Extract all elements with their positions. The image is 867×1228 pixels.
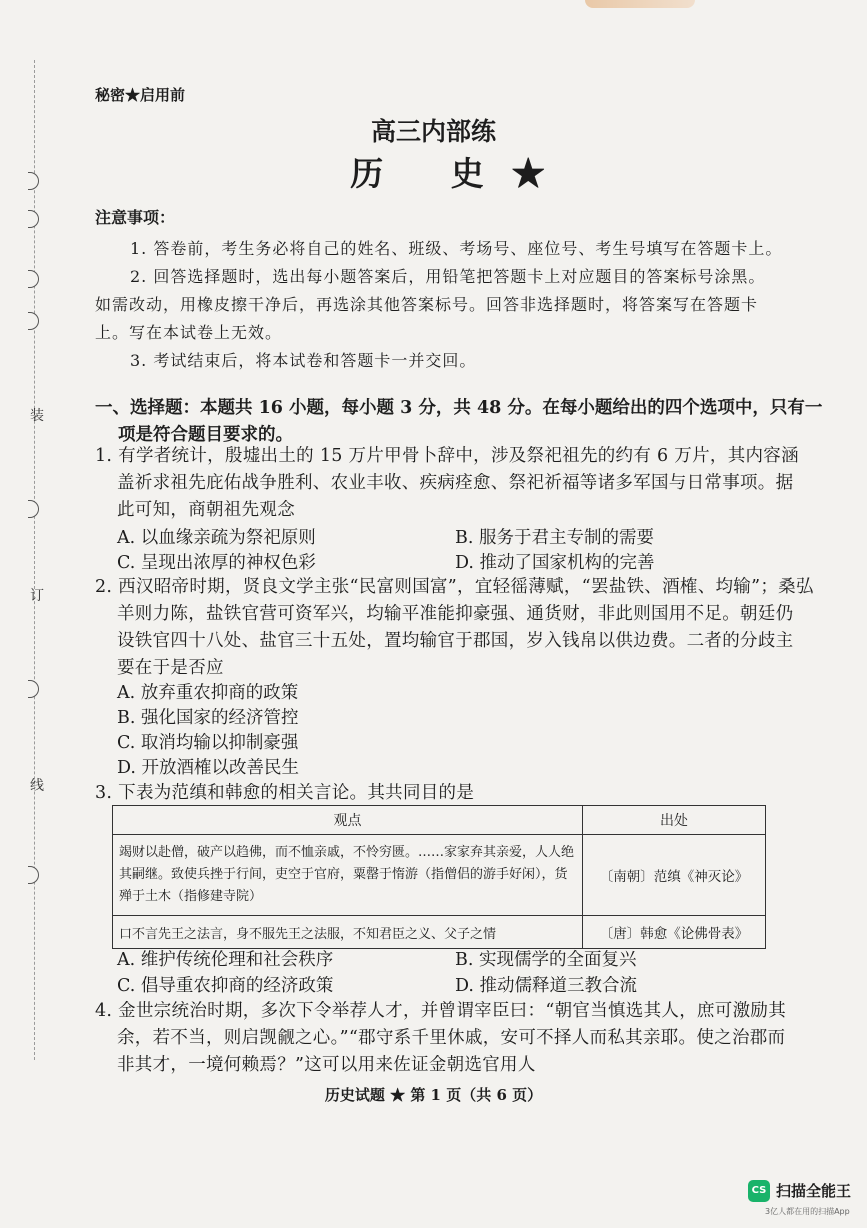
camscanner-name: 扫描全能王: [776, 1182, 852, 1200]
q2-stem-line: 设铁官四十八处、盐官三十五处，置均输官于郡国，岁入钱帛以供边费。二者的分歧主: [117, 631, 794, 651]
q1-stem-line: 盖祈求祖先庇佑战争胜利、农业丰收、疾病痊愈、祭祀祈福等诸多军国与日常事项。据: [117, 473, 794, 493]
table-cell-view: 竭财以赴僧，破产以趋佛，而不恤亲戚，不怜穷匮。……家家弃其亲爱，人人绝其嗣继。致使兵挫于行间，吏空于官府，粟罄于惰游（指僧侣的游手好闲），货殚于土木（指修建寺院）: [113, 835, 583, 916]
section-heading-cont: 项是符合题目要求的。: [118, 425, 293, 445]
scan-smudge: [585, 0, 695, 8]
q2-stem-line: 羊则力陈，盐铁官营可资军兴，均输平准能抑豪强、通货财，非此则国用不足。朝廷仍: [117, 604, 794, 624]
table-row: [113, 835, 766, 916]
q2-option-a: A. 放弃重农抑商的政策: [117, 683, 299, 703]
notice-line: 上。写在本试卷上无效。: [95, 323, 283, 342]
q2-stem-line: 要在于是否应: [117, 658, 224, 678]
punch-hole: [28, 680, 39, 698]
punch-hole: [28, 312, 39, 330]
table-header-row: [113, 806, 766, 835]
q2-stem-line: 2. 西汉昭帝时期，贤良文学主张“民富则国富”，宜轻徭薄赋，“罢盐铁、酒榷、均输”；桑弘: [95, 577, 814, 597]
table-row: [113, 916, 766, 949]
q3-option-b: B. 实现儒学的全面复兴: [455, 950, 637, 970]
q3-option-d: D. 推动儒释道三教合流: [455, 976, 638, 996]
exam-title: 高三内部练: [370, 117, 496, 146]
punch-hole: [28, 866, 39, 884]
punch-hole: [28, 270, 39, 288]
q1-option-b: B. 服务于君主专制的需要: [455, 528, 654, 548]
q2-option-d: D. 开放酒榷以改善民生: [117, 758, 300, 778]
notice-line: 3. 考试结束后，将本试卷和答题卡一并交回。: [130, 351, 477, 370]
notice-line: 1. 答卷前，考生务必将自己的姓名、班级、考场号、座位号、考生号填写在答题卡上。: [130, 239, 783, 258]
q1-option-a: A. 以血缘亲疏为祭祀原则: [117, 528, 316, 548]
q1-option-c: C. 呈现出浓厚的神权色彩: [117, 553, 316, 573]
table-cell-view: 口不言先王之法言，身不服先王之法服，不知君臣之义、父子之情: [113, 916, 583, 949]
q4-stem-line: 余，若不当，则启觊觎之心。”“郡守系千里休戚，安可不择人而私其亲耶。使之治郡而: [117, 1028, 786, 1048]
punch-hole: [28, 210, 39, 228]
margin-char-zhuang: 装: [30, 408, 44, 424]
q3-option-a: A. 维护传统伦理和社会秩序: [117, 950, 334, 970]
table-cell-source: 〔南朝〕范缜《神灭论》: [583, 835, 766, 916]
q1-stem-line: 此可知，商朝祖先观念: [117, 500, 295, 520]
q3-stem: 3. 下表为范缜和韩愈的相关言论。其共同目的是: [95, 783, 475, 803]
q3-option-c: C. 倡导重农抑商的经济政策: [117, 976, 334, 996]
q1-option-d: D. 推动了国家机构的完善: [455, 553, 655, 573]
table-header-view: 观点: [113, 806, 583, 835]
q3-table: [112, 805, 766, 949]
confidential-label: 秘密★启用前: [95, 86, 186, 104]
q1-stem-line: 1. 有学者统计，殷墟出土的 15 万片甲骨卜辞中，涉及祭祀祖先的约有 6 万片，其内容涵: [95, 446, 799, 466]
notice-line: 如需改动，用橡皮擦干净后，再选涂其他答案标号。回答非选择题时，将答案写在答题卡: [95, 295, 759, 314]
notice-heading: 注意事项：: [95, 208, 176, 227]
table-header-source: 出处: [583, 806, 766, 835]
section-heading: 一、选择题：本题共 16 小题，每小题 3 分，共 48 分。在每小题给出的四个选项中，只有一: [95, 398, 823, 418]
q2-option-b: B. 强化国家的经济管控: [117, 708, 299, 728]
camscanner-logo-icon: CS: [748, 1180, 770, 1202]
notice-line: 2. 回答选择题时，选出每小题答案后，用铅笔把答题卡上对应题目的答案标号涂黑。: [130, 267, 766, 286]
margin-char-ding: 订: [30, 588, 44, 604]
camscanner-tagline: 3亿人都在用的扫描App: [765, 1207, 850, 1216]
margin-char-xian: 线: [30, 778, 44, 794]
q4-stem-line: 非其才，一境何赖焉？”这可以用来佐证金朝选官用人: [117, 1055, 536, 1075]
subject-title: 历 史★: [350, 154, 573, 193]
q2-option-c: C. 取消均输以抑制豪强: [117, 733, 299, 753]
punch-hole: [28, 500, 39, 518]
q4-stem-line: 4. 金世宗统治时期，多次下令举荐人才，并曾谓宰臣曰：“朝官当慎选其人，庶可激励其: [95, 1001, 787, 1021]
table-cell-source: 〔唐〕韩愈《论佛骨表》: [583, 916, 766, 949]
binding-line: [34, 60, 35, 1060]
page-footer: 历史试题 ★ 第 1 页（共 6 页）: [324, 1086, 543, 1104]
